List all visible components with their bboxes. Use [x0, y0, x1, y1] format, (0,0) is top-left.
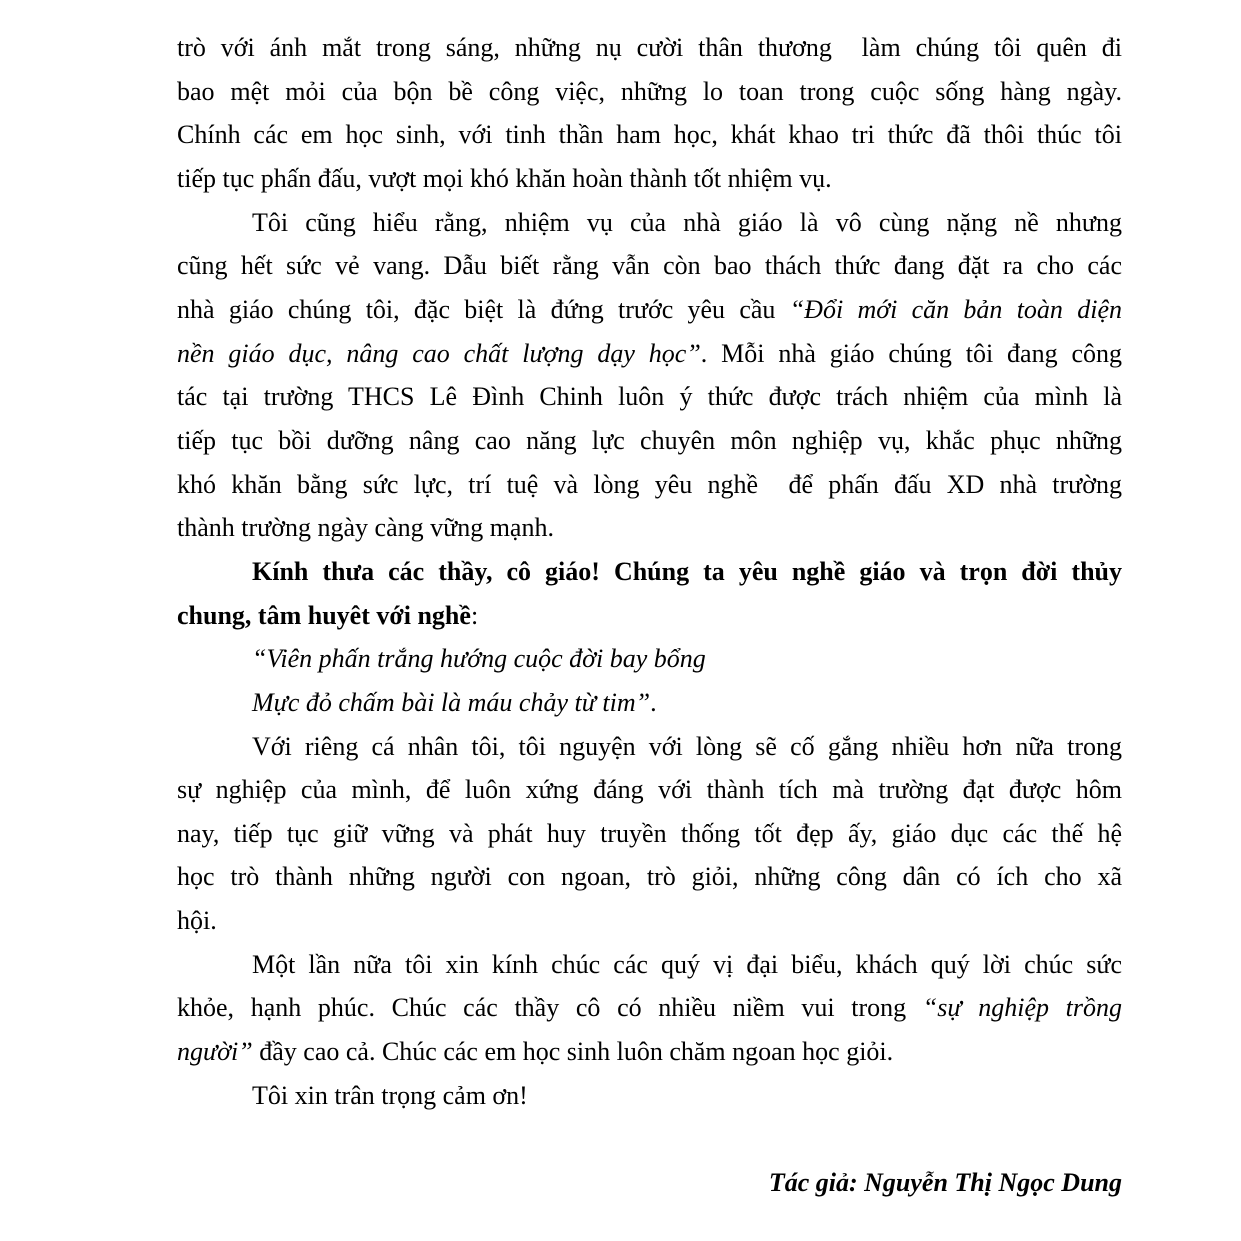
- text-segment: nhà giáo chúng tôi, đặc biệt là đứng trước yêu cầu: [177, 294, 790, 324]
- text-segment: tác tại trường THCS Lê Đình Chinh luôn ý thức được trách nhiệm của mình là: [177, 382, 1122, 412]
- text-segment: bao mệt mỏi của bộn bề công việc, những lo toan trong cuộc sống hàng ngày.: [177, 76, 1122, 106]
- italic-text: “sự nghiệp trồng: [922, 993, 1122, 1023]
- text-segment: tiếp tục bồi dưỡng nâng cao năng lực chuyên môn nghiệp vụ, khắc phục những: [177, 425, 1122, 455]
- italic-text: Mực đỏ chấm bài là máu chảy từ tim”: [252, 687, 651, 717]
- text-segment: khó khăn bằng sức lực, trí tuệ và lòng yêu nghề để phấn đấu XD nhà trường: [177, 469, 1122, 499]
- text-line: [177, 768, 1122, 812]
- text-line: [177, 332, 1122, 376]
- text-segment: Tôi cũng hiểu rằng, nhiệm vụ của nhà giáo là vô cùng nặng nề nhưng: [252, 207, 1122, 237]
- text-line: [177, 157, 1122, 201]
- text-line: [177, 943, 1122, 987]
- text-line: [177, 550, 1122, 594]
- text-line: [177, 594, 1122, 638]
- text-segment: trò với ánh mắt trong sáng, những nụ cười thân thương làm chúng tôi quên đi: [177, 33, 1122, 62]
- text-segment: khỏe, hạnh phúc. Chúc các thầy cô có nhiều niềm vui trong: [177, 993, 923, 1023]
- text-line: [177, 70, 1122, 114]
- text-segment: tiếp tục phấn đấu, vượt mọi khó khăn hoàn thành tốt nhiệm vụ.: [177, 163, 832, 193]
- text-line: [177, 419, 1122, 463]
- text-line: [177, 681, 1122, 725]
- text-line: [177, 201, 1122, 245]
- text-segment: Chính các em học sinh, với tinh thần ham học, khát khao tri thức đã thôi thúc tôi: [177, 120, 1122, 150]
- bold-text: Kính thưa các thầy, cô giáo! Chúng ta yêu nghề giáo và trọn đời thủy: [252, 556, 1122, 586]
- text-line: [177, 725, 1122, 769]
- author-signature: Tác giả: Nguyễn Thị Ngọc Dung: [768, 1168, 1122, 1197]
- text-line: [177, 986, 1122, 1030]
- text-line: [177, 1074, 1122, 1118]
- italic-text: “Đổi mới căn bản toàn diện: [789, 294, 1122, 324]
- text-segment: thành trường ngày càng vững mạnh.: [177, 513, 554, 543]
- text-line: [177, 812, 1122, 856]
- text-segment: hội.: [177, 906, 217, 936]
- italic-text: nền giáo dục, nâng cao chất lượng dạy học”: [177, 338, 701, 368]
- text-line: [177, 375, 1122, 419]
- text-segment: nay, tiếp tục giữ vững và phát huy truyền thống tốt đẹp ấy, giáo dục các thế hệ: [177, 818, 1122, 848]
- italic-text: người”: [177, 1037, 253, 1067]
- text-line: [177, 113, 1122, 157]
- text-line: [177, 26, 1122, 70]
- text-line: [177, 637, 1122, 681]
- text-line: [177, 1030, 1122, 1074]
- text-segment: đầy cao cả. Chúc các em học sinh luôn chăm ngoan học giỏi.: [252, 1037, 894, 1067]
- text-segment: cũng hết sức vẻ vang. Dẫu biết rằng vẫn còn bao thách thức đang đặt ra cho các: [177, 251, 1122, 281]
- text-line: [177, 288, 1122, 332]
- text-segment: :: [470, 600, 479, 630]
- italic-text: “Viên phấn trắng hướng cuộc đời bay bổng: [252, 644, 706, 674]
- text-segment: sự nghiệp của mình, để luôn xứng đáng với thành tích mà trường đạt được hôm: [177, 775, 1122, 805]
- text-segment: . Mỗi nhà giáo chúng tôi đang công: [700, 338, 1122, 368]
- document-body: [177, 26, 1122, 1117]
- text-segment: Tôi xin trân trọng cảm ơn!: [252, 1080, 528, 1110]
- text-line: [177, 899, 1122, 943]
- text-line: [177, 506, 1122, 550]
- text-line: [177, 463, 1122, 507]
- text-segment: Với riêng cá nhân tôi, tôi nguyện với lòng sẽ cố gắng nhiều hơn nữa trong: [252, 731, 1122, 761]
- bold-text: chung, tâm huyêt với nghề: [177, 600, 471, 630]
- text-segment: Một lần nữa tôi xin kính chúc các quý vị đại biểu, khách quý lời chúc sức: [252, 949, 1122, 979]
- text-line: [177, 244, 1122, 288]
- text-segment: .: [650, 687, 657, 717]
- text-line: [177, 855, 1122, 899]
- text-segment: học trò thành những người con ngoan, trò giỏi, những công dân có ích cho xã: [177, 862, 1122, 892]
